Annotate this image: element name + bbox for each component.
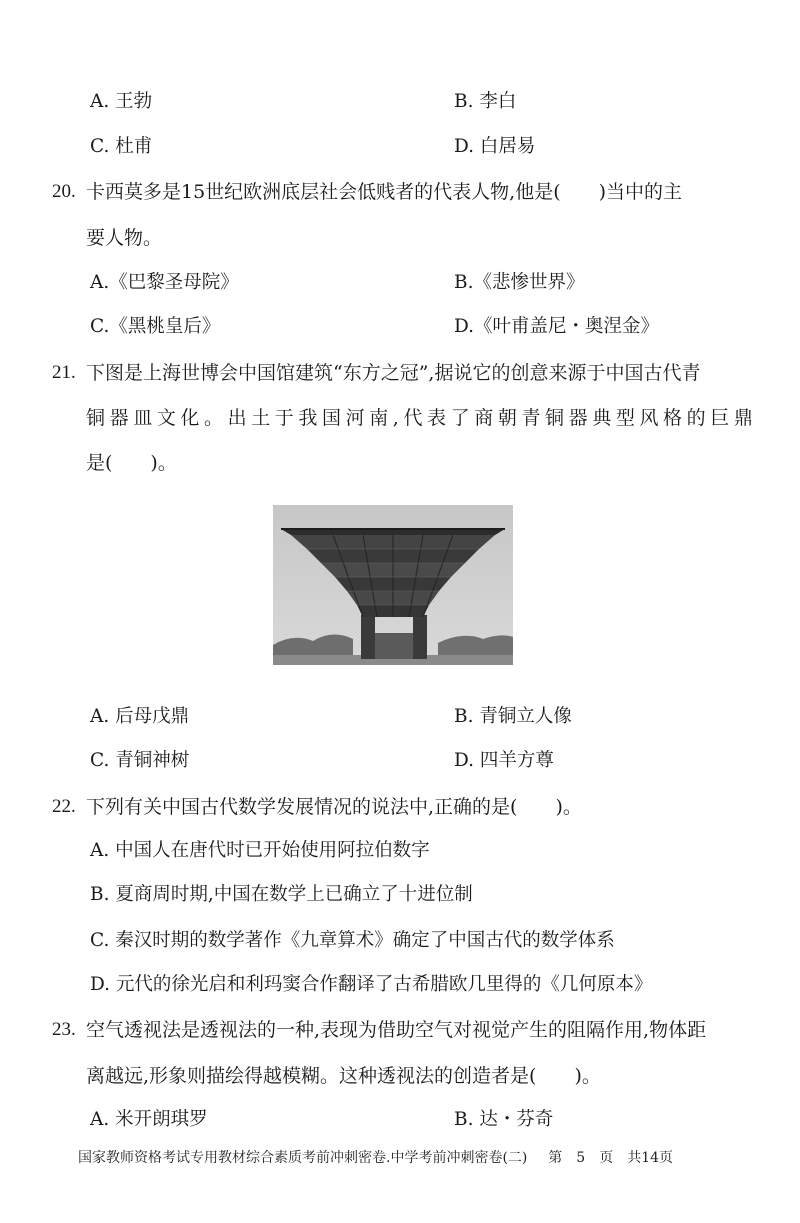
q21-option-c: C. 青铜神树	[90, 750, 190, 771]
q20-text-line1: 卡西莫多是15世纪欧洲底层社会低贱者的代表人物,他是( )当中的主	[86, 181, 683, 203]
q21-option-d: D. 四羊方尊	[454, 750, 554, 771]
q22-option-a: A. 中国人在唐代时已开始使用阿拉伯数字	[90, 840, 430, 861]
q20-option-a: A.《巴黎圣母院》	[90, 272, 239, 293]
q21-option-b: B. 青铜立人像	[454, 706, 572, 727]
q20-option-c: C.《黑桃皇后》	[90, 316, 221, 337]
footer-page-number: 第 5 页 共14页	[548, 1150, 674, 1166]
q23-number: 23.	[52, 1019, 76, 1040]
q22-option-d: D. 元代的徐光启和利玛窦合作翻译了古希腊欧几里得的《几何原本》	[90, 974, 653, 995]
q23-text-line1: 空气透视法是透视法的一种,表现为借助空气对视觉产生的阻隔作用,物体距	[86, 1019, 707, 1041]
q20-number: 20.	[52, 181, 76, 202]
q21-number: 21.	[52, 362, 76, 383]
q23-option-a: A. 米开朗琪罗	[90, 1109, 208, 1130]
q20-option-d: D.《叶甫盖尼・奥涅金》	[454, 316, 660, 337]
q21-text-line3: 是( )。	[86, 452, 177, 474]
q23-option-b: B. 达・芬奇	[454, 1109, 554, 1130]
q19-option-a: A. 王勃	[90, 91, 153, 112]
q21-text-line2: 铜器皿文化。出土于我国河南,代表了商朝青铜器典型风格的巨鼎	[86, 407, 758, 429]
q20-text-line2: 要人物。	[86, 227, 163, 249]
q21-text-line1: 下图是上海世博会中国馆建筑“东方之冠”,据说它的创意来源于中国古代青	[86, 362, 701, 384]
q23-text-line2: 离越远,形象则描绘得越模糊。这种透视法的创造者是( )。	[86, 1065, 601, 1087]
q19-option-c: C. 杜甫	[90, 136, 153, 157]
china-pavilion-photo	[273, 505, 513, 665]
page-footer	[78, 1148, 673, 1168]
q21-option-a: A. 后母戊鼎	[90, 706, 190, 727]
q19-option-b: B. 李白	[454, 91, 517, 112]
q22-option-c: C. 秦汉时期的数学著作《九章算术》确定了中国古代的数学体系	[90, 930, 615, 951]
footer-book-title: 国家教师资格考试专用教材综合素质考前冲刺密卷.中学考前冲刺密卷(二)	[78, 1150, 528, 1166]
q22-option-b: B. 夏商周时期,中国在数学上已确立了十进位制	[90, 884, 473, 905]
q19-option-d: D. 白居易	[454, 136, 536, 157]
q20-option-b: B.《悲惨世界》	[454, 272, 585, 293]
q22-number: 22.	[52, 796, 76, 817]
q22-text-line1: 下列有关中国古代数学发展情况的说法中,正确的是( )。	[86, 796, 582, 818]
